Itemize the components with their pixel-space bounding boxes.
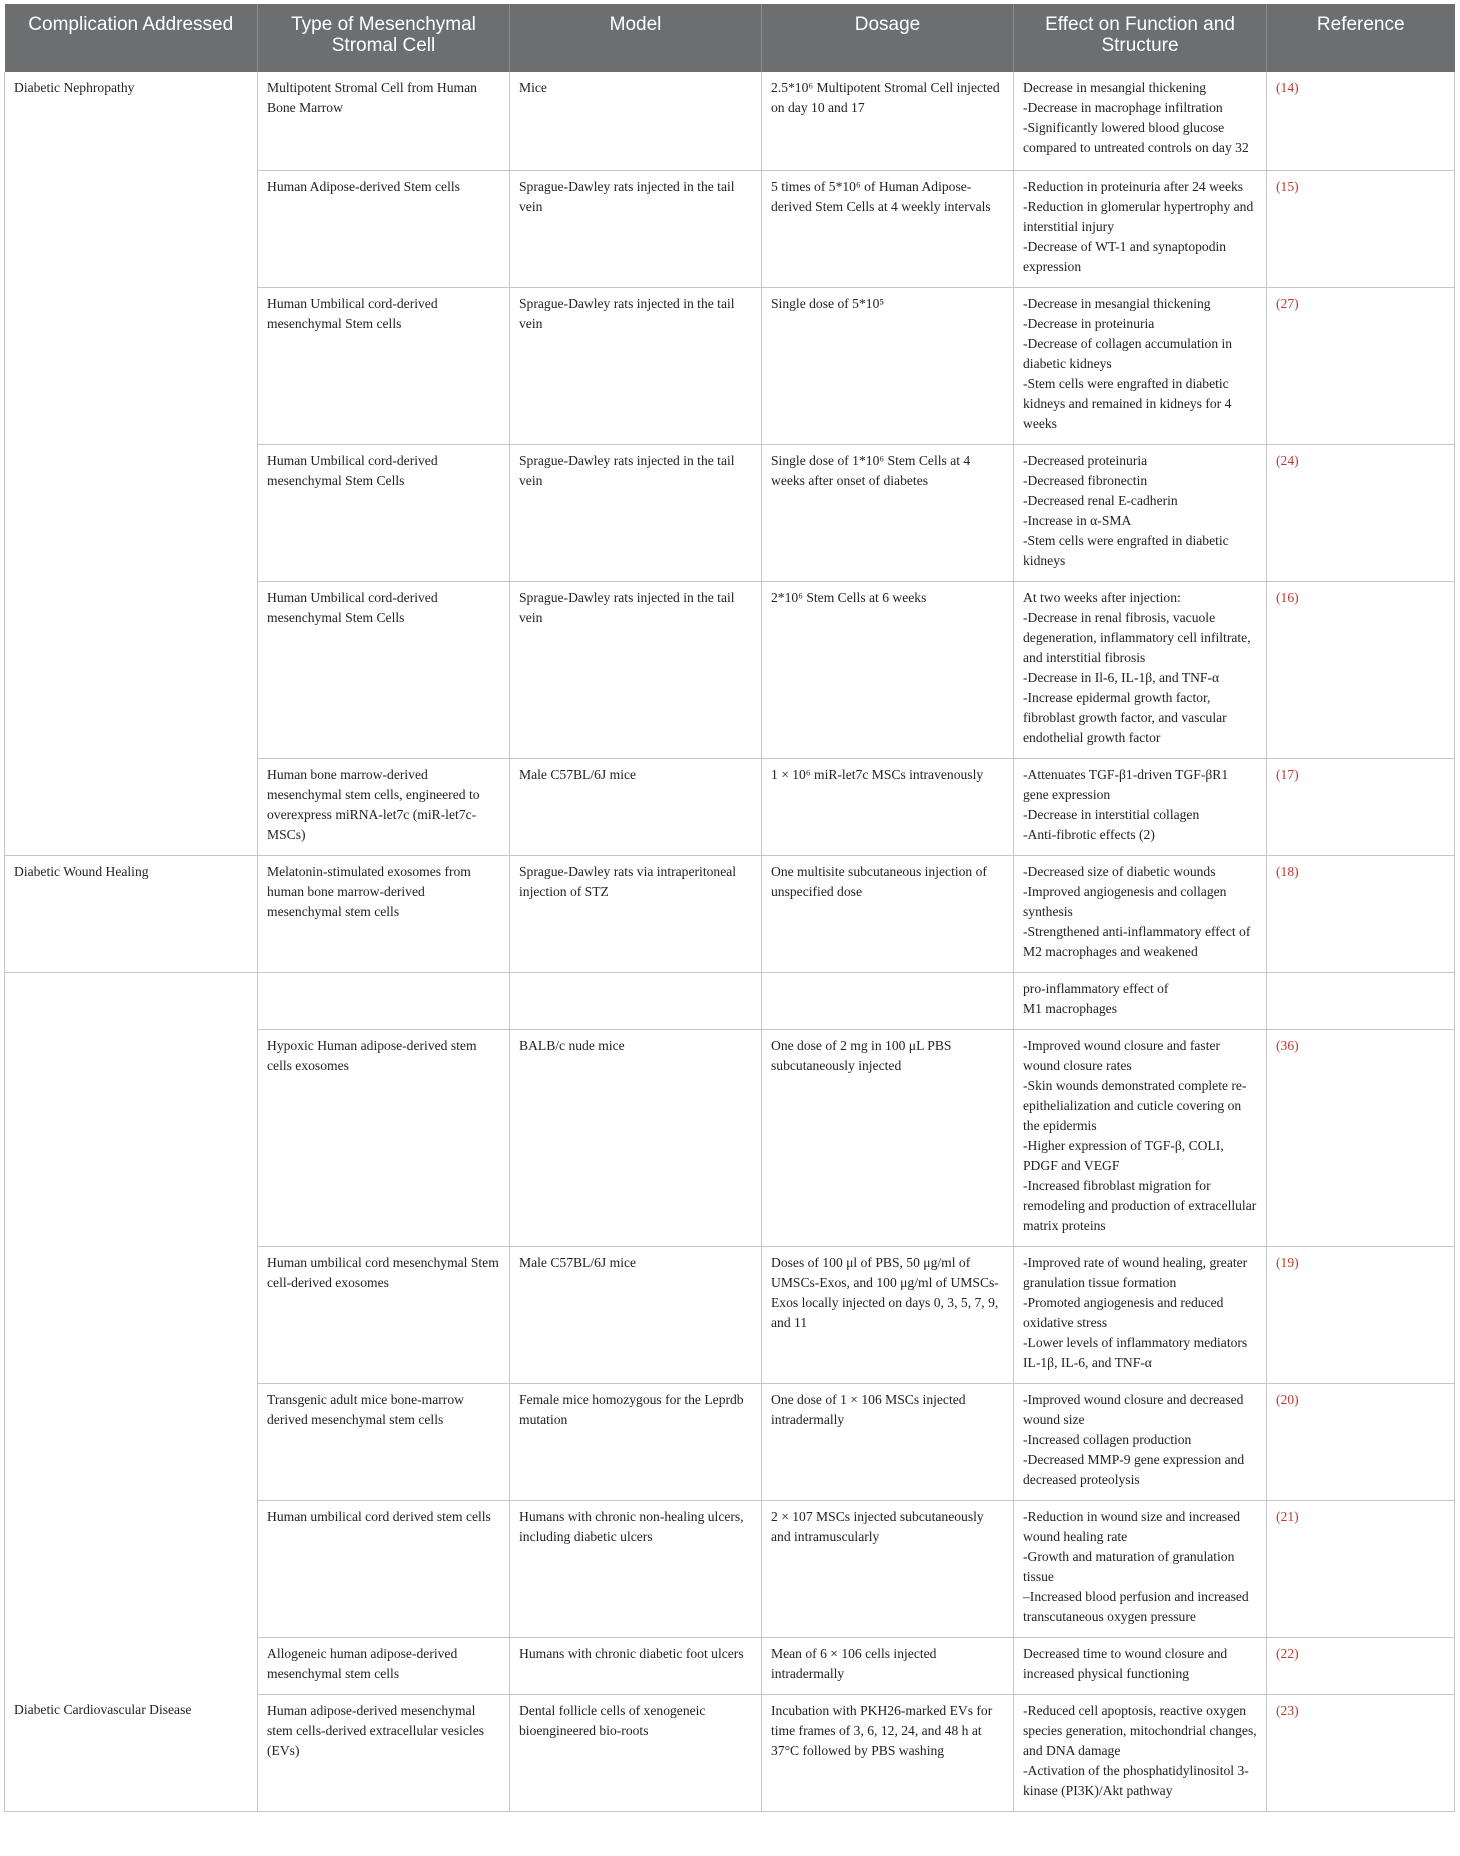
table-row [5,444,1455,581]
model-cell-text: Female mice homozygous for the Leprdb mutation [519,1391,744,1427]
table-row [5,1246,1455,1383]
reference-cell-text[interactable]: (17) [1276,766,1299,782]
model-cell [510,972,762,1029]
model-cell-text: Sprague-Dawley rats injected in the tail vein [519,589,735,625]
effect-cell-text: pro-inflammatory effect of M1 macrophages [1023,980,1169,1016]
cell-type-cell-text: Human Adipose-derived Stem cells [267,178,460,194]
reference-cell [1267,170,1455,287]
table-header [5,4,1455,72]
complication-cell [5,581,258,758]
effect-cell-text: -Reduction in wound size and increased wound healing rate -Growth and maturation of granulation tissue –Increased blood perfusion and increased transcutaneous oxygen pressure [1023,1508,1249,1624]
reference-cell [1267,855,1455,972]
effect-cell-text: Decrease in mesangial thickening -Decrease in macrophage infiltration -Significantly lowered blood glucose compared to untreated controls on day 32 [1023,80,1249,155]
dosage-cell-text: One dose of 2 mg in 100 μL PBS subcutaneously injected [771,1037,952,1073]
dosage-cell-text: Incubation with PKH26-marked EVs for time frames of 3, 6, 12, 24, and 48 h at 37°C followed by PBS washing [771,1702,993,1758]
table-body [5,72,1455,1811]
reference-cell [1267,758,1455,855]
complication-cell [5,972,258,1029]
complication-cell [5,855,258,972]
dosage-cell [762,758,1014,855]
model-cell [510,758,762,855]
complication-cell-text: Diabetic Nephropathy [14,80,135,95]
dosage-cell [762,972,1014,1029]
dosage-cell [762,1637,1014,1694]
table-row [5,758,1455,855]
complication-cell [5,1029,258,1246]
model-cell [510,1029,762,1246]
cell-type-cell [258,1500,510,1637]
reference-cell-text[interactable]: (27) [1276,295,1299,311]
effect-cell-text: -Decreased proteinuria -Decreased fibronectin -Decreased renal E-cadherin -Increase in α-SMA -Stem cells were engrafted in diabetic kidneys [1023,452,1229,568]
dosage-cell [762,1246,1014,1383]
effect-cell-text: At two weeks after injection: -Decrease in renal fibrosis, vacuole degeneration, inflammatory cell infiltrate, and interstitial fibrosis -Decrease in Il-6, IL-1β, and TNF-α -Increase epidermal growth factor, fibroblast growth factor, and vascular endothelial growth factor [1023,589,1251,745]
msc-table [4,4,1455,1812]
model-cell-text: BALB/c nude mice [519,1037,625,1053]
reference-cell-text[interactable]: (19) [1276,1254,1299,1270]
header-dosage: Dosage [762,4,1014,72]
complication-cell [5,758,258,855]
model-cell [510,1383,762,1500]
dosage-cell-text: Mean of 6 × 106 cells injected intradermally [771,1645,937,1681]
cell-type-cell [258,1246,510,1383]
model-cell-text: Sprague-Dawley rats injected in the tail vein [519,178,735,214]
reference-cell-text[interactable]: (20) [1276,1391,1299,1407]
effect-cell [1014,1637,1267,1694]
dosage-cell-text: One multisite subcutaneous injection of unspecified dose [771,863,987,899]
cell-type-cell [258,1383,510,1500]
reference-cell-text[interactable]: (22) [1276,1645,1299,1661]
cell-type-cell-text: Human umbilical cord mesenchymal Stem cell-derived exosomes [267,1254,499,1290]
dosage-cell-text: 1 × 10⁶ miR-let7c MSCs intravenously [771,766,984,782]
effect-cell [1014,1694,1267,1811]
dosage-cell [762,1500,1014,1637]
complication-cell [5,444,258,581]
complication-cell [5,1637,258,1694]
effect-cell-text: -Decreased size of diabetic wounds -Improved angiogenesis and collagen synthesis -Strengthened anti-inflammatory effect of M2 macrophages and weakened [1023,863,1251,959]
header-complication: Complication Addressed [5,4,258,72]
effect-cell [1014,287,1267,444]
model-cell [510,1500,762,1637]
effect-cell [1014,1029,1267,1246]
dosage-cell [762,1694,1014,1811]
cell-type-cell [258,444,510,581]
header-model: Model [510,4,762,72]
effect-cell-text: -Improved wound closure and faster wound closure rates -Skin wounds demonstrated complete re-epithelialization and cuticle covering on the epidermis -Higher expression of TGF-β, COLI, PDGF and VEGF -Increased fibroblast migration for remodeling and production of extracellular matrix proteins [1023,1037,1257,1233]
cell-type-cell [258,72,510,170]
model-cell-text: Humans with chronic diabetic foot ulcers [519,1645,744,1661]
dosage-cell [762,72,1014,170]
reference-cell [1267,1694,1455,1811]
effect-cell [1014,972,1267,1029]
complication-cell-text: Diabetic Cardiovascular Disease [14,1702,192,1717]
model-cell-text: Humans with chronic non-healing ulcers, including diabetic ulcers [519,1508,744,1544]
model-cell [510,170,762,287]
cell-type-cell-text: Human bone marrow-derived mesenchymal stem cells, engineered to overexpress miRNA-let7c (miR-let7c-MSCs) [267,766,480,842]
reference-cell [1267,972,1455,1029]
model-cell [510,444,762,581]
complication-cell-text: Diabetic Wound Healing [14,863,149,879]
dosage-cell-text: 2.5*10⁶ Multipotent Stromal Cell injected on day 10 and 17 [771,80,1000,115]
dosage-cell [762,855,1014,972]
effect-cell-text: -Reduced cell apoptosis, reactive oxygen species generation, mitochondrial changes, and DNA damage -Activation of the phosphatidylinositol 3-kinase (PI3K)/Akt pathway [1023,1702,1257,1798]
reference-cell [1267,1637,1455,1694]
dosage-cell-text: 5 times of 5*10⁶ of Human Adipose-derived Stem Cells at 4 weekly intervals [771,178,991,214]
complication-cell [5,1246,258,1383]
table-row [5,1500,1455,1637]
reference-cell [1267,287,1455,444]
cell-type-cell-text: Human Umbilical cord-derived mesenchymal Stem Cells [267,589,438,625]
effect-cell [1014,1383,1267,1500]
reference-cell-text[interactable]: (14) [1276,80,1299,95]
cell-type-cell-text: Human Umbilical cord-derived mesenchymal Stem cells [267,295,438,331]
effect-cell [1014,1500,1267,1637]
effect-cell [1014,758,1267,855]
dosage-cell [762,1383,1014,1500]
table-row [5,972,1455,1029]
table-row [5,1694,1455,1811]
model-cell-text: Male C57BL/6J mice [519,1254,637,1270]
dosage-cell [762,170,1014,287]
table-row [5,170,1455,287]
effect-cell [1014,170,1267,287]
effect-cell [1014,855,1267,972]
model-cell-text: Male C57BL/6J mice [519,766,637,782]
cell-type-cell-text: Hypoxic Human adipose-derived stem cells exosomes [267,1037,477,1073]
table-row [5,287,1455,444]
model-cell-text: Dental follicle cells of xenogeneic bioengineered bio-roots [519,1702,706,1738]
dosage-cell [762,581,1014,758]
effect-cell-text: -Attenuates TGF-β1-driven TGF-βR1 gene expression -Decrease in interstitial collagen -Anti-fibrotic effects (2) [1023,766,1229,842]
effect-cell-text: -Improved rate of wound healing, greater granulation tissue formation -Promoted angiogenesis and reduced oxidative stress -Lower levels of inflammatory mediators IL-1β, IL-6, and TNF-α [1023,1254,1248,1370]
complication-cell [5,1383,258,1500]
model-cell [510,72,762,170]
effect-cell-text: Decreased time to wound closure and increased physical functioning [1023,1645,1228,1681]
complication-cell [5,1694,258,1811]
reference-cell [1267,1246,1455,1383]
cell-type-cell [258,972,510,1029]
effect-cell-text: -Decrease in mesangial thickening -Decrease in proteinuria -Decrease of collagen accumulation in diabetic kidneys -Stem cells were engrafted in diabetic kidneys and remained in kidneys for 4 weeks [1023,295,1233,431]
cell-type-cell [258,855,510,972]
reference-cell [1267,581,1455,758]
dosage-cell [762,287,1014,444]
model-cell [510,1637,762,1694]
model-cell-text: Sprague-Dawley rats via intraperitoneal injection of STZ [519,863,737,899]
table-row [5,1637,1455,1694]
model-cell [510,855,762,972]
cell-type-cell-text: Human Umbilical cord-derived mesenchymal Stem Cells [267,452,438,488]
complication-cell [5,1500,258,1637]
header-reference: Reference [1267,4,1455,72]
cell-type-cell-text: Human umbilical cord derived stem cells [267,1508,491,1524]
reference-cell-text[interactable]: (21) [1276,1508,1299,1524]
effect-cell [1014,72,1267,170]
cell-type-cell-text: Transgenic adult mice bone-marrow derived mesenchymal stem cells [267,1391,464,1427]
dosage-cell-text: Single dose of 5*10⁵ [771,295,885,311]
table-row [5,72,1455,170]
effect-cell [1014,581,1267,758]
header-cell-type: Type of Mesenchymal Stromal Cell [258,4,510,72]
cell-type-cell-text: Multipotent Stromal Cell from Human Bone Marrow [267,80,477,115]
table-row [5,1029,1455,1246]
reference-cell-text[interactable]: (18) [1276,863,1299,879]
dosage-cell-text: 2*10⁶ Stem Cells at 6 weeks [771,589,927,605]
header-row [5,4,1455,72]
reference-cell [1267,1029,1455,1246]
dosage-cell-text: 2 × 107 MSCs injected subcutaneously and intramuscularly [771,1508,984,1544]
dosage-cell-text: Single dose of 1*10⁶ Stem Cells at 4 weeks after onset of diabetes [771,452,971,488]
header-effect: Effect on Function and Structure [1014,4,1267,72]
reference-cell [1267,1500,1455,1637]
cell-type-cell [258,1029,510,1246]
dosage-cell [762,1029,1014,1246]
reference-cell [1267,72,1455,170]
table-row [5,581,1455,758]
effect-cell-text: -Improved wound closure and decreased wound size -Increased collagen production -Decreased MMP-9 gene expression and decreased proteolysis [1023,1391,1245,1487]
model-cell [510,1694,762,1811]
reference-cell-text[interactable]: (15) [1276,178,1299,194]
reference-cell [1267,444,1455,581]
reference-cell-text[interactable]: (16) [1276,589,1299,605]
cell-type-cell-text: Melatonin-stimulated exosomes from human bone marrow-derived mesenchymal stem cells [267,863,471,919]
cell-type-cell-text: Allogeneic human adipose-derived mesenchymal stem cells [267,1645,458,1681]
cell-type-cell-text: Human adipose-derived mesenchymal stem cells-derived extracellular vesicles (EVs) [267,1702,485,1758]
cell-type-cell [258,287,510,444]
cell-type-cell [258,758,510,855]
reference-cell-text[interactable]: (23) [1276,1702,1299,1718]
table-row [5,1383,1455,1500]
complication-cell [5,287,258,444]
dosage-cell [762,444,1014,581]
effect-cell-text: -Reduction in proteinuria after 24 weeks -Reduction in glomerular hypertrophy and interstitial injury -Decrease of WT-1 and synaptopodin expression [1023,178,1254,274]
table-row [5,855,1455,972]
model-cell-text: Sprague-Dawley rats injected in the tail vein [519,295,735,331]
complication-cell [5,72,258,170]
cell-type-cell [258,581,510,758]
model-cell-text: Mice [519,80,547,95]
cell-type-cell [258,1637,510,1694]
cell-type-cell [258,170,510,287]
cell-type-cell [258,1694,510,1811]
model-cell [510,581,762,758]
reference-cell-text[interactable]: (24) [1276,452,1299,468]
model-cell [510,287,762,444]
model-cell-text: Sprague-Dawley rats injected in the tail vein [519,452,735,488]
dosage-cell-text: One dose of 1 × 106 MSCs injected intradermally [771,1391,966,1427]
reference-cell [1267,1383,1455,1500]
effect-cell [1014,444,1267,581]
effect-cell [1014,1246,1267,1383]
complication-cell [5,170,258,287]
reference-cell-text[interactable]: (36) [1276,1037,1299,1053]
model-cell [510,1246,762,1383]
dosage-cell-text: Doses of 100 μl of PBS, 50 μg/ml of UMSCs-Exos, and 100 μg/ml of UMSCs-Exos locally injected on days 0, 3, 5, 7, 9, and 11 [771,1254,999,1330]
